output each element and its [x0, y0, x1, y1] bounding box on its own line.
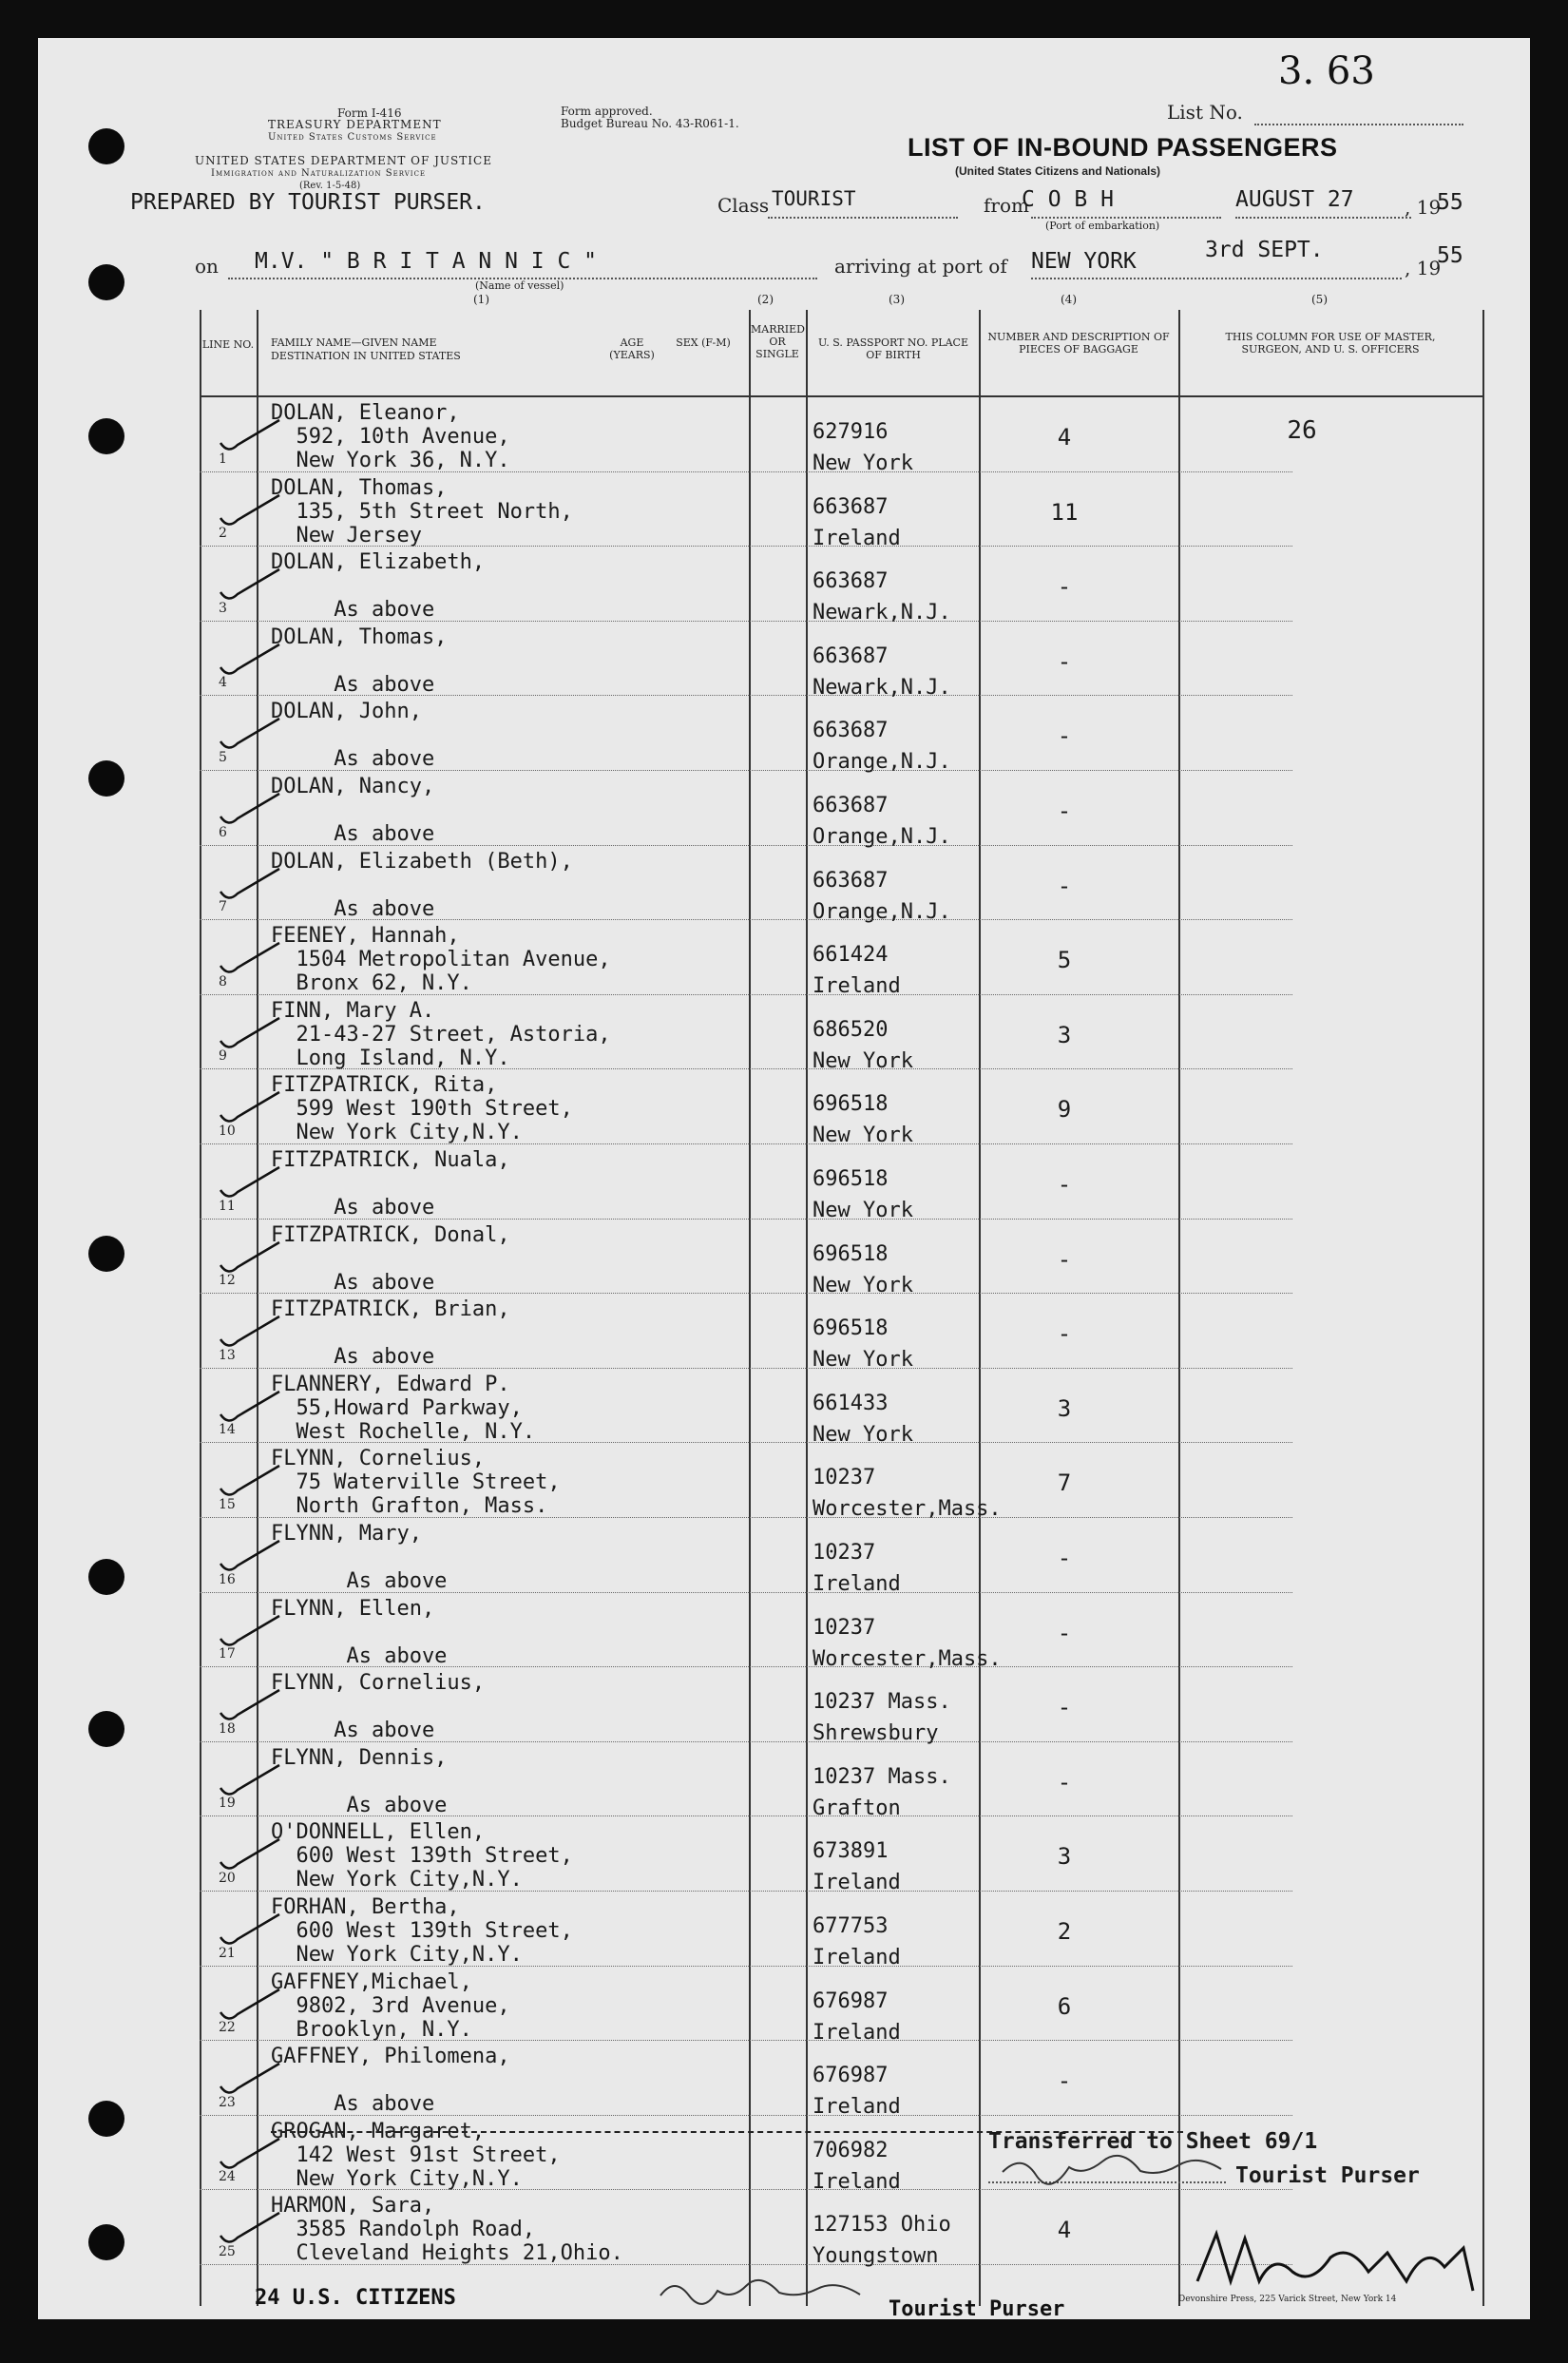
- passenger-name-address: FINN, Mary A. 21-43-27 Street, Astoria, Long Island, N.Y.: [271, 998, 611, 1070]
- passport-number: 627916: [813, 420, 889, 444]
- baggage-count: -: [1057, 872, 1072, 899]
- place-of-birth: New York: [813, 451, 913, 475]
- from-rule: [1031, 217, 1221, 219]
- baggage-count: -: [1057, 722, 1072, 750]
- arrival-date: 3rd SEPT.: [1205, 238, 1324, 262]
- passport-number: 661424: [813, 943, 889, 968]
- line-number: 9: [219, 1048, 227, 1065]
- line-number: 25: [219, 2243, 236, 2259]
- baggage-count: 9: [1057, 1096, 1072, 1124]
- header-sex: SEX (F-M): [676, 336, 731, 349]
- baggage-count: 7: [1057, 1470, 1072, 1497]
- line-number: 20: [219, 1870, 236, 1886]
- page-subtitle: (United States Citizens and Nationals): [955, 164, 1161, 178]
- form-number: Form I-416: [337, 106, 402, 120]
- line-number: 16: [219, 1571, 236, 1587]
- passenger-name-address: FLYNN, Ellen, As above: [271, 1596, 448, 1668]
- baggage-count: -: [1057, 1694, 1072, 1721]
- check-mark-icon: [217, 1612, 283, 1650]
- place-of-birth: New York: [813, 1048, 913, 1073]
- table-row: [200, 1816, 1482, 1895]
- place-of-birth: Ireland: [813, 2169, 901, 2194]
- binder-hole: [88, 1236, 124, 1272]
- baggage-count: -: [1057, 797, 1072, 824]
- baggage-count: 5: [1057, 947, 1072, 974]
- place-of-birth: New York: [813, 1124, 913, 1148]
- passport-number: 676987: [813, 2064, 889, 2088]
- place-of-birth: Worcester,Mass.: [813, 1497, 1002, 1522]
- line-number: 6: [219, 824, 227, 840]
- place-of-birth: Ireland: [813, 2020, 901, 2045]
- embark-date: AUGUST 27: [1235, 187, 1354, 212]
- check-mark-icon: [217, 1014, 283, 1052]
- check-mark-icon: [217, 790, 283, 828]
- place-of-birth: New York: [813, 1199, 913, 1222]
- place-of-birth: New York: [813, 1348, 913, 1373]
- table-row: [200, 1294, 1482, 1373]
- table-row: [200, 1667, 1482, 1746]
- passenger-name-address: O'DONNELL, Ellen, 600 West 139th Street, New York City,N.Y.: [271, 1820, 573, 1892]
- passport-number: 10237: [813, 1466, 876, 1490]
- passport-number: 10237 Mass.: [813, 1690, 951, 1715]
- passport-number: 663687: [813, 494, 889, 519]
- passport-number: 696518: [813, 1092, 889, 1117]
- line-number: 22: [219, 2020, 236, 2036]
- table-row: [200, 1892, 1482, 1967]
- line-number: 4: [219, 675, 227, 691]
- check-mark-icon: [217, 1462, 283, 1500]
- baggage-count: 4: [1057, 424, 1072, 451]
- baggage-count: -: [1057, 1245, 1072, 1273]
- port-caption: (Port of embarkation): [1045, 220, 1160, 232]
- passport-number: 696518: [813, 1316, 889, 1341]
- passport-number: 10237: [813, 1541, 876, 1565]
- table-row: [200, 1742, 1482, 1820]
- list-no-rule: [1254, 124, 1463, 125]
- col-number-2: (2): [757, 293, 774, 306]
- line-number: 12: [219, 1273, 236, 1289]
- header-destination: DESTINATION IN UNITED STATES: [271, 350, 461, 362]
- baggage-count: 3: [1057, 1394, 1072, 1422]
- place-of-birth: Ireland: [813, 974, 901, 999]
- vessel-name: M.V. " B R I T A N N I C ": [255, 249, 598, 274]
- check-mark-icon: [217, 1761, 283, 1799]
- line-number: 23: [219, 2094, 236, 2110]
- header-family-name: FAMILY NAME—GIVEN NAME: [271, 336, 437, 349]
- list-no-label: List No.: [1167, 101, 1243, 124]
- place-of-birth: Ireland: [813, 1572, 901, 1596]
- passenger-name-address: FLYNN, Mary, As above: [271, 1522, 448, 1593]
- place-of-birth: Grafton: [813, 1796, 901, 1820]
- passport-number: 127153 Ohio: [813, 2213, 951, 2238]
- baggage-count: -: [1057, 573, 1072, 601]
- binder-hole: [88, 2101, 124, 2137]
- place-of-birth: New York: [813, 1273, 913, 1297]
- place-of-birth: Ireland: [813, 2095, 901, 2120]
- table-row: [200, 995, 1482, 1073]
- binder-hole: [88, 418, 124, 454]
- embark-year: 55: [1437, 190, 1463, 215]
- binder-hole: [88, 1711, 124, 1747]
- passenger-name-address: FITZPATRICK, Donal, As above: [271, 1222, 510, 1295]
- binder-hole: [88, 128, 124, 164]
- check-mark-icon: [217, 1537, 283, 1575]
- check-mark-icon: [217, 1911, 283, 1949]
- arrival-year: 55: [1437, 243, 1463, 268]
- passport-number: 10237: [813, 1615, 876, 1640]
- citizens-total: 24 U.S. CITIZENS: [255, 2286, 456, 2310]
- passport-number: 686520: [813, 1017, 889, 1042]
- table-row: [200, 1220, 1482, 1295]
- date-rule: [1235, 217, 1411, 219]
- col-number-4: (4): [1061, 293, 1077, 306]
- passenger-name-address: FITZPATRICK, Nuala, As above: [271, 1148, 510, 1220]
- passenger-name-address: FITZPATRICK, Rita, 599 West 190th Street, New York City,N.Y.: [271, 1073, 573, 1145]
- page-title: LIST OF IN-BOUND PASSENGERS: [908, 133, 1338, 162]
- header-baggage: NUMBER AND DESCRIPTION OF PIECES OF BAGGAGE: [987, 331, 1170, 355]
- passenger-name-address: DOLAN, Thomas, As above: [271, 624, 448, 697]
- baggage-count: 6: [1057, 1992, 1072, 2020]
- customs-service: United States Customs Service: [268, 132, 437, 143]
- check-mark-icon: [217, 939, 283, 977]
- header-passport: U. S. PASSPORT NO. PLACE OF BIRTH: [817, 336, 969, 361]
- budget-bureau: Budget Bureau No. 43-R061-1.: [561, 117, 739, 130]
- line-number: 8: [219, 973, 227, 989]
- table-row: [200, 1967, 1482, 2045]
- place-of-birth: Ireland: [813, 1871, 901, 1895]
- passenger-name-address: DOLAN, Thomas, 135, 5th Street North, New Jersey: [271, 475, 573, 548]
- table-row: [200, 1518, 1482, 1596]
- passenger-name-address: HARMON, Sara, 3585 Randolph Road, Cleveland Heights 21,Ohio.: [271, 2194, 623, 2266]
- check-mark-icon: [217, 2209, 283, 2247]
- check-mark-icon: [217, 1313, 283, 1351]
- check-mark-icon: [217, 865, 283, 903]
- table-row: [200, 622, 1482, 700]
- treasury-department: TREASURY DEPARTMENT: [268, 118, 442, 131]
- passenger-name-address: FEENEY, Hannah, 1504 Metropolitan Avenue, Bronx 62, N.Y.: [271, 924, 611, 996]
- baggage-count: -: [1057, 1545, 1072, 1571]
- passenger-name-address: FLANNERY, Edward P. 55,Howard Parkway, West Rochelle, N.Y.: [271, 1372, 536, 1444]
- place-of-birth: Youngstown: [813, 2244, 939, 2269]
- prepared-by: PREPARED BY TOURIST PURSER.: [130, 190, 486, 215]
- arriving-label: arriving at port of: [834, 255, 1007, 278]
- line-number: 24: [219, 2169, 236, 2185]
- col-number-3: (3): [889, 293, 905, 306]
- check-mark-icon: [217, 1388, 283, 1426]
- passenger-name-address: GAFFNEY, Philomena, As above: [271, 2045, 510, 2117]
- line-number: 13: [219, 1347, 236, 1363]
- form-approved: Form approved.: [561, 105, 653, 118]
- line-number: 2: [219, 526, 227, 542]
- passenger-name-address: DOLAN, Nancy, As above: [271, 775, 435, 846]
- place-of-birth: Orange,N.J.: [813, 899, 951, 924]
- department-of-justice: UNITED STATES DEPARTMENT OF JUSTICE: [195, 154, 492, 167]
- passenger-name-address: DOLAN, Eleanor, 592, 10th Avenue, New York 36, N.Y.: [271, 401, 510, 472]
- class-value: TOURIST: [772, 187, 856, 210]
- check-mark-icon: [217, 715, 283, 753]
- passenger-table: [200, 310, 1482, 2306]
- baggage-count: -: [1057, 1768, 1072, 1796]
- passport-number: 706982: [813, 2138, 889, 2162]
- col-number-5: (5): [1311, 293, 1328, 306]
- revision: (Rev. 1-5-48): [299, 181, 361, 191]
- passport-number: 663687: [813, 644, 889, 668]
- passport-number: 673891: [813, 1839, 889, 1864]
- class-label: Class: [717, 194, 770, 217]
- passenger-name-address: FORHAN, Bertha, 600 West 139th Street, New York City,N.Y.: [271, 1895, 573, 1967]
- on-label: on: [195, 255, 219, 278]
- table-row: [200, 696, 1482, 775]
- place-of-birth: Ireland: [813, 1946, 901, 1969]
- table-row: [200, 920, 1482, 999]
- table-row: [200, 2041, 1482, 2120]
- check-mark-icon: [217, 1239, 283, 1277]
- place-of-birth: Newark,N.J.: [813, 675, 951, 700]
- passenger-name-address: DOLAN, Elizabeth (Beth), As above: [271, 849, 573, 921]
- passport-number: 696518: [813, 1241, 889, 1266]
- place-of-birth: Newark,N.J.: [813, 601, 951, 625]
- passport-number: 696518: [813, 1167, 889, 1191]
- binder-hole: [88, 2224, 124, 2260]
- table-row: [200, 1369, 1482, 1447]
- table-row: [200, 547, 1482, 625]
- header-married: MARRIED OR SINGLE: [751, 323, 805, 360]
- check-mark-icon: [217, 566, 283, 604]
- passport-number: 10237 Mass.: [813, 1764, 951, 1789]
- place-of-birth: Worcester,Mass.: [813, 1646, 1002, 1671]
- passport-number: 663687: [813, 868, 889, 893]
- check-mark-icon: [217, 416, 283, 454]
- baggage-count: -: [1057, 1619, 1072, 1646]
- line-number: 11: [219, 1198, 236, 1214]
- passport-number: 677753: [813, 1914, 889, 1938]
- arriving-rule: [1031, 278, 1402, 279]
- baggage-count: 4: [1057, 2217, 1072, 2244]
- embark-year-prefix: , 19: [1405, 196, 1442, 219]
- check-mark-icon: [217, 2135, 283, 2173]
- passenger-name-address: DOLAN, Elizabeth, As above: [271, 550, 486, 623]
- transfer-signature: [998, 2148, 1226, 2186]
- table-row: [200, 1443, 1482, 1522]
- passenger-name-address: DOLAN, John, As above: [271, 700, 435, 772]
- table-row: [200, 1069, 1482, 1148]
- vessel-caption: (Name of vessel): [475, 279, 564, 292]
- transfer-signature-title: Tourist Purser: [1235, 2163, 1420, 2188]
- header-line-no: LINE NO.: [201, 338, 255, 351]
- table-row: [200, 846, 1482, 924]
- check-mark-icon: [217, 2060, 283, 2098]
- place-of-birth: Shrewsbury: [813, 1721, 939, 1746]
- header-age: AGE (YEARS): [609, 336, 655, 361]
- baggage-count: -: [1057, 1171, 1072, 1198]
- place-of-birth: Orange,N.J.: [813, 750, 951, 775]
- printer-imprint: Devonshire Press, 225 Varick Street, New York 14: [1178, 2295, 1397, 2304]
- passenger-name-address: FLYNN, Cornelius, As above: [271, 1671, 486, 1743]
- transfer-note: Transferred to Sheet 69/1: [988, 2129, 1318, 2154]
- list-number: 3. 63: [1278, 49, 1375, 93]
- table-row: [200, 771, 1482, 849]
- line-number: 18: [219, 1720, 236, 1737]
- passport-number: 676987: [813, 1988, 889, 2013]
- binder-hole: [88, 760, 124, 797]
- check-mark-icon: [217, 641, 283, 679]
- col-number-1: (1): [473, 293, 489, 306]
- passenger-name-address: GROGAN, Margaret, 142 West 91st Street, New York City,N.Y.: [271, 2119, 561, 2191]
- check-mark-icon: [217, 1163, 283, 1201]
- ins: Immigration and Naturalization Service: [211, 168, 427, 179]
- purser-signature: [656, 2272, 874, 2310]
- passport-number: 663687: [813, 719, 889, 743]
- line-number: 5: [219, 749, 227, 765]
- baggage-count: -: [1057, 647, 1072, 675]
- baggage-count: -: [1057, 1320, 1072, 1348]
- check-mark-icon: [217, 1835, 283, 1873]
- check-mark-icon: [217, 1986, 283, 2024]
- baggage-count: 3: [1057, 1021, 1072, 1048]
- baggage-count: 2: [1057, 1918, 1072, 1945]
- check-mark-icon: [217, 1088, 283, 1126]
- place-of-birth: Orange,N.J.: [813, 825, 951, 849]
- line-number: 3: [219, 600, 227, 616]
- arrival-year-prefix: , 19: [1405, 257, 1442, 279]
- from-value: C O B H: [1022, 187, 1114, 212]
- passenger-name-address: FITZPATRICK, Brian, As above: [271, 1297, 510, 1370]
- baggage-count: 11: [1050, 498, 1079, 526]
- line-number: 10: [219, 1123, 236, 1139]
- class-rule: [768, 217, 958, 219]
- line-number: 1: [219, 451, 227, 467]
- binder-hole: [88, 264, 124, 300]
- passenger-name-address: GAFFNEY,Michael, 9802, 3rd Avenue, Brooklyn, N.Y.: [271, 1969, 510, 2042]
- baggage-count: 3: [1057, 1843, 1072, 1871]
- passenger-name-address: FLYNN, Dennis, As above: [271, 1745, 448, 1817]
- binder-hole: [88, 1559, 124, 1595]
- table-row: [200, 472, 1482, 548]
- line-number: 17: [219, 1646, 236, 1662]
- officer-use: 26: [1287, 416, 1317, 445]
- from-label: from: [984, 194, 1029, 217]
- passenger-name-address: FLYNN, Cornelius, 75 Waterville Street, North Grafton, Mass.: [271, 1447, 561, 1519]
- line-number: 7: [219, 899, 227, 915]
- check-mark-icon: [217, 491, 283, 529]
- baggage-count: -: [1057, 2067, 1072, 2095]
- line-number: 14: [219, 1422, 236, 1438]
- passport-number: 663687: [813, 569, 889, 594]
- place-of-birth: Ireland: [813, 526, 901, 550]
- header-officers: THIS COLUMN FOR USE OF MASTER, SURGEON, AND U. S. OFFICERS: [1225, 331, 1436, 355]
- passport-number: 663687: [813, 794, 889, 817]
- table-row: [200, 1593, 1482, 1671]
- line-number: 15: [219, 1496, 236, 1512]
- passport-number: 661433: [813, 1391, 889, 1415]
- line-number: 19: [219, 1796, 236, 1812]
- line-number: 21: [219, 1945, 236, 1961]
- table-row: [200, 397, 1482, 475]
- place-of-birth: New York: [813, 1422, 913, 1447]
- arriving-port: NEW YORK: [1031, 249, 1137, 274]
- table-row: [200, 1144, 1482, 1220]
- footer-purser: Tourist Purser: [889, 2297, 1065, 2321]
- check-mark-icon: [217, 1686, 283, 1724]
